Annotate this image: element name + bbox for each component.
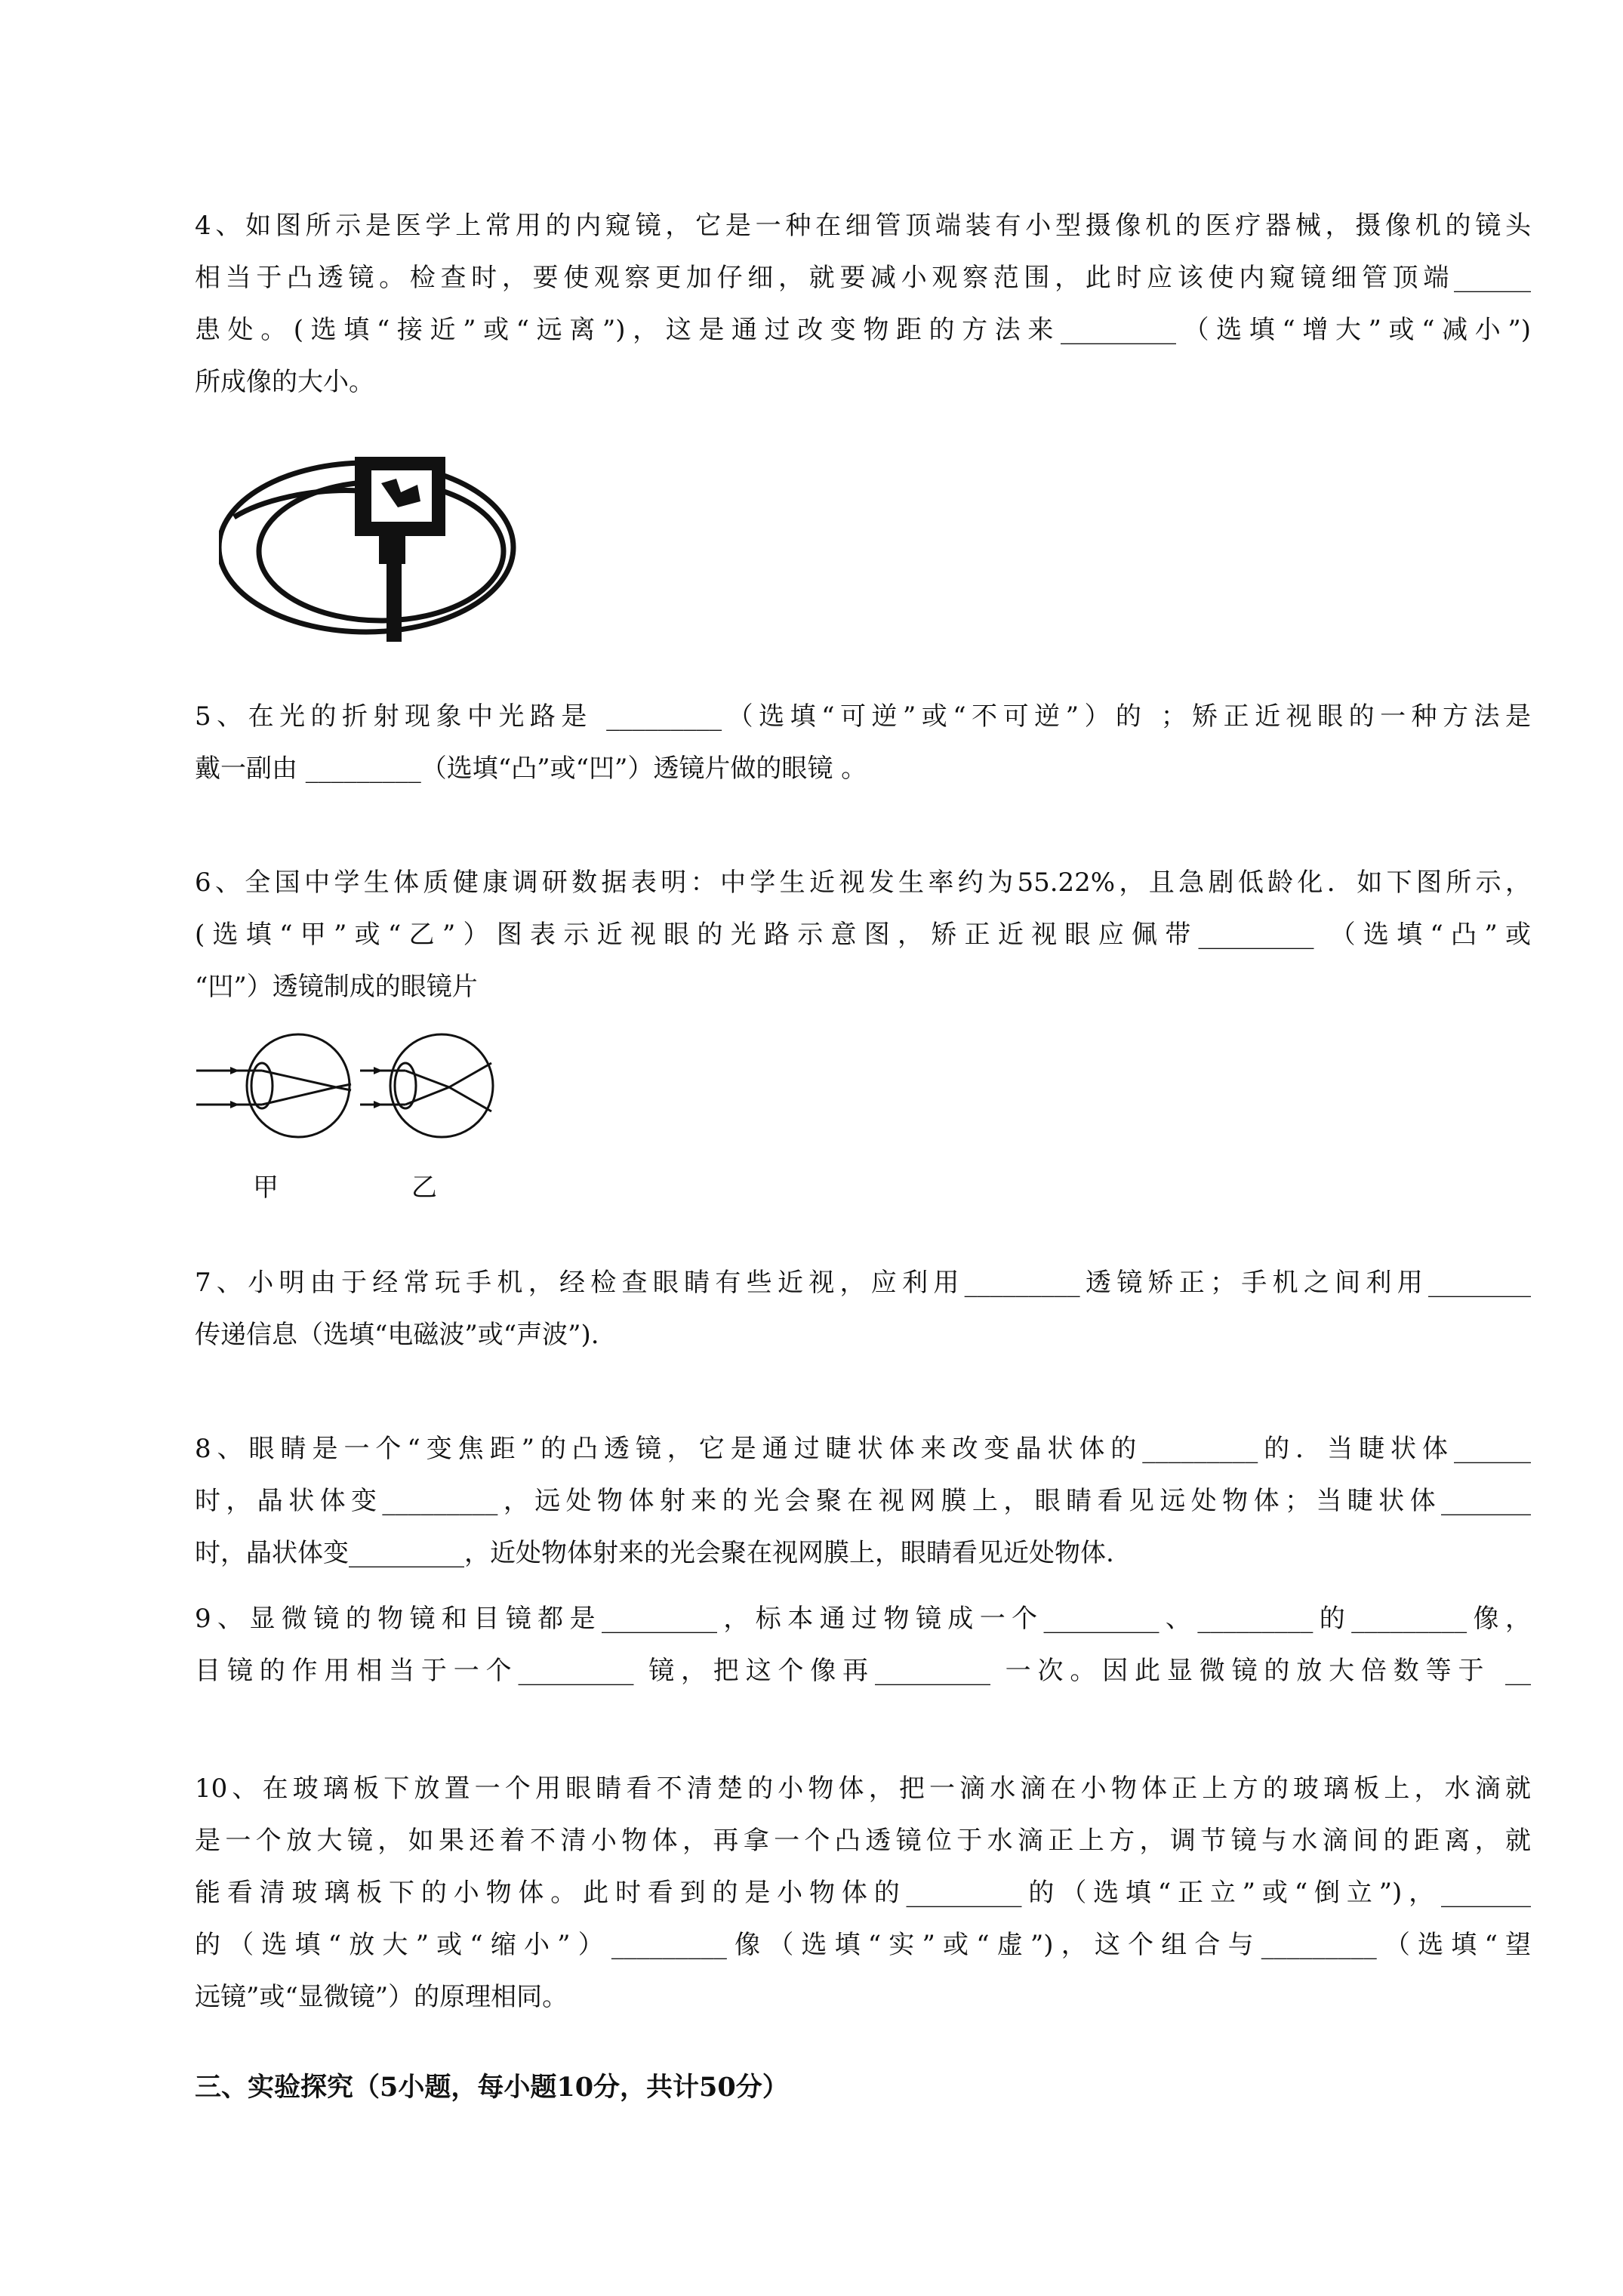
question-5 xyxy=(195,691,1531,795)
q6-line-2: (选填“甲”或“乙”）图表示近视眼的光路示意图，矫正近视眼应佩带_________ （选填“凸”或 xyxy=(195,920,1531,950)
q10-line-4: 的（选填“放大”或“缩小”）_________像（选填“实”或“虚”)，这个组合与_________（选填“望 xyxy=(195,1930,1531,1960)
question-8 xyxy=(195,1423,1531,1579)
q4-line-1: 4、如图所示是医学上常用的内窥镜，它是一种在细管顶端装有小型摄像机的医疗器械，摄像机的镜头 xyxy=(195,211,1531,241)
q10-line-2: 是一个放大镜，如果还着不清小物体，再拿一个凸透镜位于水滴正上方，调节镜与水滴间的距离，就 xyxy=(195,1826,1531,1856)
q8-line-2: 时，晶状体变_________，远处物体射来的光会聚在视网膜上，眼睛看见远处物体；当睫状体_______ xyxy=(195,1486,1531,1516)
q7-line-2: 传递信息（选填“电磁波”或“声波”). xyxy=(195,1320,599,1350)
eye-diagrams xyxy=(192,1033,502,1139)
q8-line-3: 时，晶状体变_________，近处物体射来的光会聚在视网膜上，眼睛看见近处物体. xyxy=(195,1538,1114,1568)
q10-line-5: 远镜”或“显微镜”）的原理相同。 xyxy=(195,1982,568,2012)
q5-line-1: 5、在光的折射现象中光路是 _________（选填“可逆”或“不可逆”）的 ；矫正近视眼的一种方法是 xyxy=(195,701,1531,732)
section-3-title: 三、实验探究（5小题，每小题10分，共计50分） xyxy=(195,2072,789,2103)
q6-line-3: “凹”）透镜制成的眼镜片 xyxy=(195,972,478,1002)
q10-line-1: 10、在玻璃板下放置一个用眼睛看不清楚的小物体，把一滴水滴在小物体正上方的玻璃板上，水滴就 xyxy=(195,1774,1531,1804)
q10-line-3: 能看清玻璃板下的小物体。此时看到的是小物体的_________的（选填“正立”或“倒立”)，_______ xyxy=(195,1878,1531,1908)
q8-line-1: 8、眼睛是一个“变焦距”的凸透镜，它是通过睫状体来改变晶状体的_________的．当睫状体______ xyxy=(195,1434,1531,1464)
question-9 xyxy=(195,1593,1531,1697)
q9-line-2: 目镜的作用相当于一个_________ 镜，把这个像再_________ 一次。因此显微镜的放大倍数等于 __ xyxy=(195,1656,1531,1686)
q9-line-1: 9、显微镜的物镜和目镜都是_________，标本通过物镜成一个_________、_________的_________像， xyxy=(195,1604,1531,1634)
q7-line-1: 7、小明由于经常玩手机，经检查眼睛有些近视，应利用_________透镜矫正；手机之间利用________ xyxy=(195,1268,1531,1298)
question-10 xyxy=(195,1763,1531,2023)
endoscope-figure xyxy=(219,442,528,646)
eye-label-jia: 甲 xyxy=(253,1173,279,1203)
question-4 xyxy=(195,200,1531,408)
q4-line-2: 相当于凸透镜。检查时，要使观察更加仔细，就要减小观察范围，此时应该使内窥镜细管顶端______ xyxy=(195,263,1531,293)
eye-label-yi: 乙 xyxy=(411,1173,437,1203)
q5-line-2: 戴一副由 _________（选填“凸”或“凹”）透镜片做的眼镜 。 xyxy=(195,754,867,784)
q6-line-1: 6、全国中学生体质健康调研数据表明：中学生近视发生率约为55.22%，且急剧低龄化．如下图所示， xyxy=(195,868,1531,898)
question-7 xyxy=(195,1257,1531,1361)
q4-line-3: 患处。(选填“接近”或“远离”)，这是通过改变物距的方法来_________（选填“增大”或“减小”) xyxy=(195,315,1531,345)
question-6 xyxy=(195,857,1531,1013)
q4-line-4: 所成像的大小。 xyxy=(195,367,374,397)
